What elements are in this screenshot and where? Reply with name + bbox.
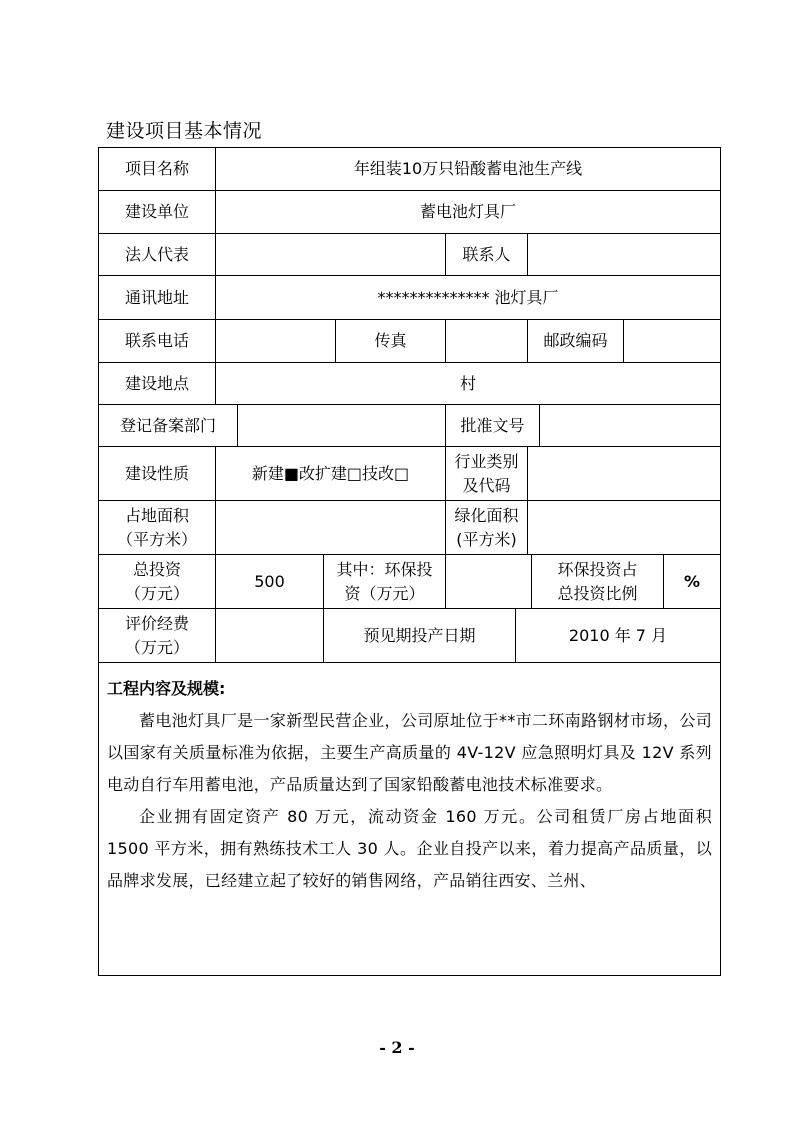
industry-category-label-line2: 及代码 [462, 475, 511, 495]
contact-label: 联系人 [446, 234, 528, 276]
construction-unit-value: 蓄电池灯具厂 [216, 191, 720, 234]
registration-dept-value [238, 405, 446, 447]
green-area-label [446, 501, 528, 555]
total-investment-label [99, 555, 216, 609]
construction-nature-label: 建设性质 [99, 447, 216, 501]
project-name-value: 年组装10万只铅酸蓄电池生产线 [216, 148, 720, 191]
approval-no-label: 批准文号 [446, 405, 540, 447]
total-investment-value: 500 [216, 555, 324, 609]
env-investment-label-line2: 资（万元） [344, 583, 425, 603]
section-heading: 建设项目基本情况 [106, 120, 263, 142]
industry-category-label-line1: 行业类别 [454, 451, 519, 471]
env-ratio-label-line1: 环保投资占 [557, 559, 638, 579]
legal-rep-label: 法人代表 [99, 234, 216, 276]
env-investment-label [324, 555, 446, 609]
legal-rep-value [216, 234, 446, 276]
industry-category-label [446, 447, 528, 501]
location-value: 村 [216, 363, 720, 405]
land-area-label [99, 501, 216, 555]
total-investment-label-line1: 总投资 [132, 559, 181, 579]
industry-category-value [528, 447, 720, 501]
address-label: 通讯地址 [99, 276, 216, 320]
evaluation-fee-label-line1: 评价经费 [124, 613, 189, 633]
green-area-value [528, 501, 720, 555]
content-title: 工程内容及规模: [107, 679, 226, 698]
phone-value [216, 320, 336, 363]
location-label: 建设地点 [99, 363, 216, 405]
construction-unit-label: 建设单位 [99, 191, 216, 234]
env-investment-value [446, 555, 532, 609]
contact-value [528, 234, 720, 276]
construction-nature-value: 新建■改扩建□技改□ [216, 447, 446, 501]
land-area-value [216, 501, 446, 555]
land-area-label-line1: 占地面积 [124, 505, 189, 525]
evaluation-fee-label-line2: （万元） [124, 637, 189, 657]
fax-value [446, 320, 528, 363]
green-area-label-line2: (平方米) [456, 529, 517, 549]
content-paragraph-1: 蓄电池灯具厂是一家新型民营企业，公司原址位于**市二环南路钢材市场，公司以国家有关质量标准为依据，主要生产高质量的 4V-12V 应急照明灯具及 12V 系列电动自行车用蓄电池，产品质量达到了国家铅酸蓄电池技术标准要求。 [107, 711, 712, 794]
approval-no-value [540, 405, 720, 447]
land-area-label-line2: （平方米） [116, 529, 197, 549]
postal-code-value [624, 320, 720, 363]
env-ratio-label-line2: 总投资比例 [557, 583, 638, 603]
production-date-value: 2010 年 7 月 [516, 609, 720, 663]
project-info-table [98, 147, 721, 976]
fax-label: 传真 [336, 320, 446, 363]
page-number: - 2 - [379, 1038, 415, 1057]
evaluation-fee-label [99, 609, 216, 663]
phone-label: 联系电话 [99, 320, 216, 363]
registration-dept-label: 登记备案部门 [99, 405, 238, 447]
project-name-label: 项目名称 [99, 148, 216, 191]
content-paragraph-2: 企业拥有固定资产 80 万元，流动资金 160 万元。公司租赁厂房占地面积 1500 平方米，拥有熟练技术工人 30 人。企业自投产以来，着力提高产品质量，以品牌求发展，已经建立起了较好的销售网络，产品销往西安、兰州、 [107, 807, 712, 890]
green-area-label-line1: 绿化面积 [454, 505, 519, 525]
total-investment-label-line2: （万元） [124, 583, 189, 603]
postal-code-label: 邮政编码 [528, 320, 624, 363]
production-date-label: 预见期投产日期 [324, 609, 516, 663]
env-investment-ratio-label [532, 555, 664, 609]
address-value: ************** 池灯具厂 [216, 276, 720, 320]
evaluation-fee-value [216, 609, 324, 663]
env-investment-ratio-value: % [664, 555, 720, 609]
env-investment-label-line1: 其中：环保投 [336, 559, 433, 579]
project-content-section [99, 663, 720, 975]
